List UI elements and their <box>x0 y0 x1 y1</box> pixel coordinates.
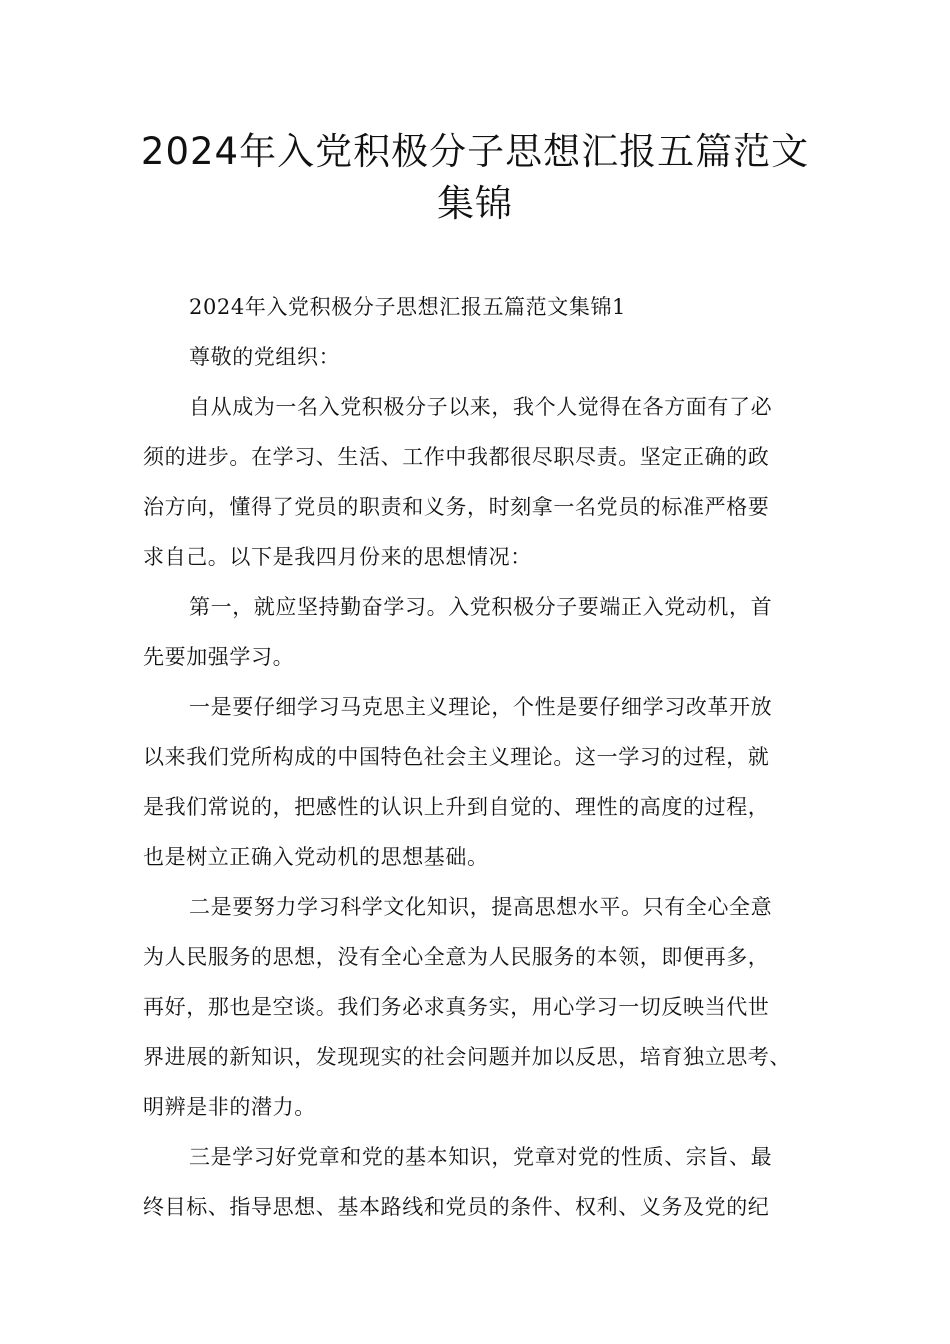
paragraph-line: 先要加强学习。 <box>143 645 295 669</box>
paragraph <box>143 382 823 582</box>
paragraph-line: 须的进步。在学习、生活、工作中我都很尽职尽责。坚定正确的政 <box>143 445 770 469</box>
paragraph-line: 也是树立正确入党动机的思想基础。 <box>143 845 489 869</box>
paragraph <box>143 332 823 382</box>
paragraph-line: 一是要仔细学习马克思主义理论，个性是要仔细学习改革开放 <box>189 695 773 719</box>
paragraph-line: 终目标、指导思想、基本路线和党员的条件、权利、义务及党的纪 <box>143 1195 770 1219</box>
document-title <box>120 126 830 230</box>
paragraph <box>143 582 823 682</box>
paragraph-line: 求自己。以下是我四月份来的思想情况： <box>143 545 532 569</box>
paragraph-line: 二是要努力学习科学文化知识，提高思想水平。只有全心全意 <box>189 895 773 919</box>
paragraph-line: 为人民服务的思想，没有全心全意为人民服务的本领，即便再多， <box>143 945 770 969</box>
paragraph-line: 以来我们党所构成的中国特色社会主义理论。这一学习的过程，就 <box>143 745 770 769</box>
paragraph-line: 三是学习好党章和党的基本知识，党章对党的性质、宗旨、最 <box>189 1145 773 1169</box>
paragraph-line: 自从成为一名入党积极分子以来，我个人觉得在各方面有了必 <box>189 395 773 419</box>
paragraph-line: 再好，那也是空谈。我们务必求真务实，用心学习一切反映当代世 <box>143 995 770 1019</box>
paragraph-line: 明辨是非的潜力。 <box>143 1095 316 1119</box>
paragraph-line: 尊敬的党组织： <box>189 345 341 369</box>
paragraph <box>143 882 823 1132</box>
title-line-2: 集锦 <box>437 182 513 225</box>
paragraph-line: 治方向，懂得了党员的职责和义务，时刻拿一名党员的标准严格要 <box>143 495 770 519</box>
title-line-1: 2024年入党积极分子思想汇报五篇范文 <box>140 130 810 173</box>
paragraph-line: 2024年入党积极分子思想汇报五篇范文集锦1 <box>189 295 627 319</box>
document-body <box>143 282 823 1232</box>
paragraph-line: 是我们常说的，把感性的认识上升到自觉的、理性的高度的过程， <box>143 795 770 819</box>
paragraph-line: 第一，就应坚持勤奋学习。入党积极分子要端正入党动机，首 <box>189 595 773 619</box>
paragraph <box>143 682 823 882</box>
paragraph-line: 界进展的新知识，发现现实的社会问题并加以反思，培育独立思考、 <box>143 1045 791 1069</box>
paragraph <box>143 1132 823 1232</box>
paragraph <box>143 282 823 332</box>
